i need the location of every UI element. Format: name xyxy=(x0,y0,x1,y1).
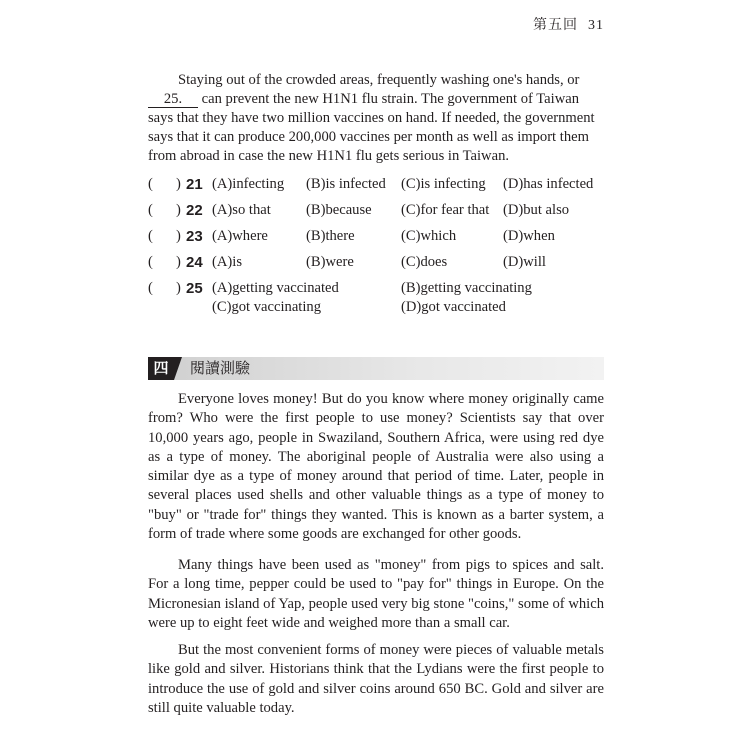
cloze-line-2-text: can prevent the new H1N1 flu strain. The government of Taiwan xyxy=(198,91,580,107)
option-a: (A)where xyxy=(212,228,268,244)
option-d: (D)when xyxy=(503,228,555,244)
option-a: (A)getting vaccinated xyxy=(212,280,339,296)
chapter-title: 第五回 xyxy=(533,18,578,33)
option-d: (D)will xyxy=(503,254,546,270)
answer-paren-open: ( xyxy=(148,176,153,192)
answer-paren-close: ) xyxy=(176,228,181,244)
option-a: (A)infecting xyxy=(212,176,285,192)
answer-paren-open: ( xyxy=(148,202,153,218)
passage-paragraph-2: Many things have been used as "money" from pigs to spices and salt. For a long time, pepper could be used to "pay for" things in Europe. On the Micronesian island of Yap, people used very big stone "coins," some of which were up to eight feet wide and weighed more than a small car. xyxy=(148,557,604,631)
option-b: (B)because xyxy=(306,202,372,218)
answer-paren-open: ( xyxy=(148,254,153,270)
option-d: (D)got vaccinated xyxy=(401,299,506,315)
option-a: (A)so that xyxy=(212,202,271,218)
answer-paren-close: ) xyxy=(176,254,181,270)
option-b: (B)there xyxy=(306,228,355,244)
section-number-badge: 四 xyxy=(148,357,174,380)
blank-25: 25. xyxy=(148,92,198,108)
option-c: (C)which xyxy=(401,228,457,244)
option-d: (D)but also xyxy=(503,202,570,218)
passage-paragraph-1: Everyone loves money! But do you know where money originally came from? Who were the first people to use money? Scientists say that over 10,000 years ago, people in Swaziland, Southern Africa, were using red dye as a type of money. The aboriginal people of Australia were also using a similar dye as a type of money around that period of time. Later, people in several places used shells and other valuable things as a type of money to "buy" or "trade for" things they wanted. This is known as a barter system, a form of trade where some goods are exchanged for other goods. xyxy=(148,391,604,543)
question-number: 24 xyxy=(186,254,203,271)
answer-paren-close: ) xyxy=(176,280,181,296)
page-number: 31 xyxy=(588,18,604,33)
question-24 xyxy=(148,253,608,273)
answer-paren-open: ( xyxy=(148,228,153,244)
cloze-line-5: from abroad in case the new H1N1 flu gets serious in Taiwan. xyxy=(148,148,510,164)
cloze-line-3: says that they have two million vaccines on hand. If needed, the government xyxy=(148,110,595,126)
question-number: 21 xyxy=(186,176,203,193)
cloze-line-2 xyxy=(148,90,604,109)
question-number: 25 xyxy=(186,280,203,297)
option-c: (C)got vaccinating xyxy=(212,299,322,315)
option-a: (A)is xyxy=(212,254,242,270)
question-23 xyxy=(148,227,608,247)
section-header xyxy=(148,357,604,380)
question-21 xyxy=(148,175,608,195)
option-b: (B)is infected xyxy=(306,176,386,192)
option-c: (C)is infecting xyxy=(401,176,486,192)
answer-paren-close: ) xyxy=(176,202,181,218)
answer-paren-open: ( xyxy=(148,280,153,296)
answer-paren-close: ) xyxy=(176,176,181,192)
option-b: (B)getting vaccinating xyxy=(401,280,532,296)
question-22 xyxy=(148,201,608,221)
question-number: 22 xyxy=(186,202,203,219)
section-badge-slant xyxy=(174,357,182,380)
option-d: (D)has infected xyxy=(503,176,594,192)
question-number: 23 xyxy=(186,228,203,245)
cloze-line-1: Staying out of the crowded areas, frequently washing one's hands, or xyxy=(178,72,580,88)
option-b: (B)were xyxy=(306,254,354,270)
page-header xyxy=(533,14,604,34)
option-c: (C)does xyxy=(401,254,448,270)
option-c: (C)for fear that xyxy=(401,202,490,218)
cloze-line-4: says that it can produce 200,000 vaccines per month as well as import them xyxy=(148,129,589,145)
question-25 xyxy=(148,279,608,315)
passage-paragraph-3: But the most convenient forms of money were pieces of valuable metals like gold and silver. Historians think that the Lydians were the first people to introduce the use of gold and silver coins around 650 BC. Gold and silver are still quite valuable today. xyxy=(148,642,604,716)
section-title: 閱讀測驗 xyxy=(190,359,251,377)
